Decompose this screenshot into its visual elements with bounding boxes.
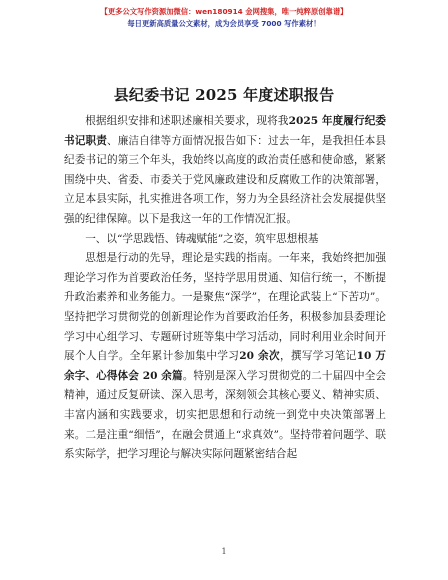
banner-line-2: 每日更新高质量公文素材，成为会员享受 7000 写作素材！ (127, 19, 321, 28)
document-body (64, 112, 386, 465)
paragraph-section-1 (64, 249, 386, 465)
section1-emphasis-count: 20 余次 (239, 350, 280, 363)
section1-text-e: 。特别是深入学习贯彻党的二十届四中全会精神，通过反复研读、深入思考，深刻领会其核心要义、精神实质、丰富内涵和实践要求，切实把思想和行动统一到党中央决策部署上来。二是注重“细悟”，在融会贯通上“求真效”。坚持带着问题学、联系实际学，把学习理论与解决实际问题紧密结合起 (64, 369, 386, 461)
intro-text-a: 根据组织安排和述职述廉相关要求，现将我 (85, 115, 289, 127)
banner-line-1: 【更多公文写作资源加微信：wen180914 金网搜集，唯一纯粹原创靠谱】 (100, 7, 348, 16)
page-number: 1 (221, 547, 227, 556)
intro-text-c: 、廉洁自律等方面情况报告如下：过去一年，是我担任本县纪委书记的第三个年头，我始终以高度的政治责任感和使命感，紧紧围绕中央、省委、市委关于党风廉政建设和反腐败工作的决策部署，立足本县实际，扎实推进各项工作，努力为全县经济社会发展提供坚强的纪律保障。以下是我这一年的工作情况汇报。 (64, 134, 386, 225)
document-title: 县纪委书记 2025 年度述职报告 (113, 86, 335, 104)
section-heading-1: 一、以“学思践悟、铸魂赋能”之姿，筑牢思想根基 (85, 232, 319, 245)
section1-text-a: 思想是行动的先导，理论是实践的指南。一年来，我始终把加强理论学习作为首要政治任务，坚持学思用贯通、知信行统一，不断提升政治素养和业务能力。一是聚焦“深学”，在理论武装上“下苦功”。坚持把学习贯彻党的创新理论作为首要政治任务，积极参加县委理论学习中心组学习、专题研讨班等集中学习活动，同时利用业余时间开展个人自学。全年累计参加集中学习 (64, 252, 386, 363)
section1-emphasis-notes: 10 万余字、心得体会 20 余篇 (64, 350, 387, 382)
intro-year-emphasis: 2025 年度履行纪委书记职责 (64, 115, 386, 147)
section1-text-c: ，撰写学习笔记 (279, 350, 357, 363)
header-banner (0, 6, 448, 30)
paragraph-intro (64, 112, 386, 230)
